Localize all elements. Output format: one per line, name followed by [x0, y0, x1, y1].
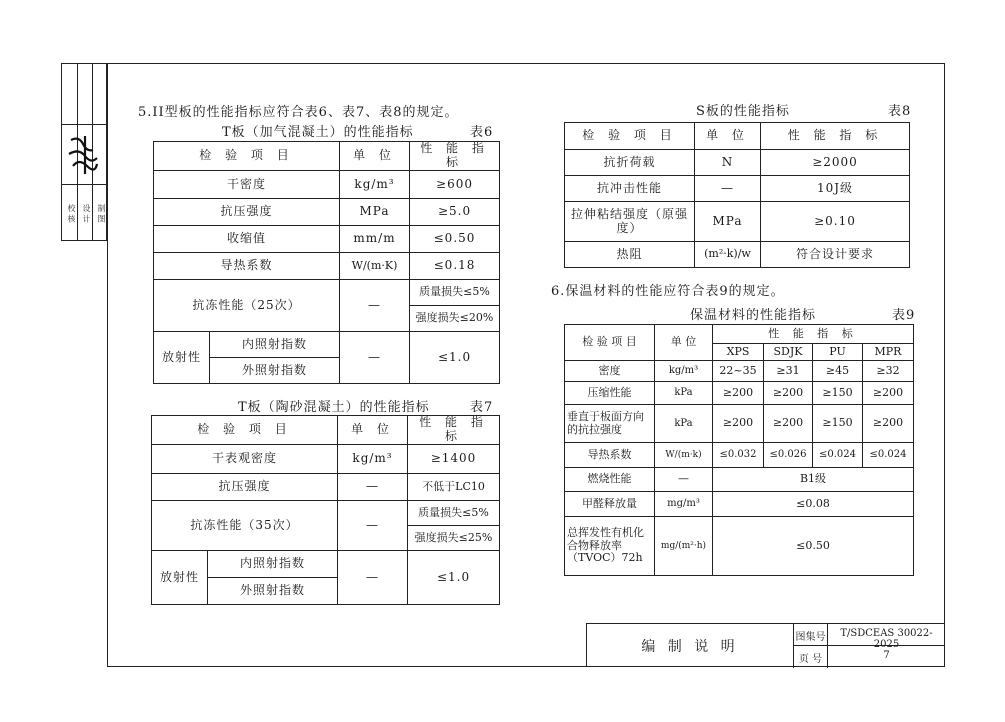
table-cell: 不低于LC10: [408, 474, 500, 501]
table-cell: ≥600: [410, 171, 500, 199]
table-cell: —: [338, 501, 408, 551]
table-cell: 垂直于板面方向的抗拉强度: [565, 405, 655, 443]
signature-strip: [61, 63, 107, 241]
table-cell: 导热系数: [565, 443, 655, 468]
table-cell: ≤0.024: [813, 443, 863, 468]
table7-header-item: 检 验 项 目: [152, 416, 338, 445]
table-cell: —: [338, 551, 408, 605]
table-cell: 燃烧性能: [565, 468, 655, 492]
page-label: 页 号: [798, 654, 823, 665]
table-cell: 外照射指数: [208, 578, 338, 605]
table-cell: ≤0.024: [863, 443, 914, 468]
table-cell: ≤0.08: [713, 492, 914, 517]
table8-header-item: 检 验 项 目: [565, 123, 695, 150]
table-cell: ≤0.18: [410, 253, 500, 280]
page-number: 7: [883, 650, 890, 661]
table7: [151, 415, 500, 605]
table-cell: 抗压强度: [154, 199, 340, 226]
atlas-value: T/SDCEAS 30022-2025: [840, 628, 933, 650]
table-cell: ≥31: [764, 361, 813, 382]
table9-col-pu: PU: [813, 344, 863, 361]
table-cell: 甲醛释放量: [565, 492, 655, 517]
signature-mark: [65, 132, 103, 178]
table-cell: ≥200: [863, 405, 914, 443]
table-cell: ≤0.026: [764, 443, 813, 468]
table-cell: kPa: [655, 382, 713, 405]
table-cell: 热阻: [565, 242, 695, 268]
table9-number: 表9: [892, 308, 916, 323]
table-cell: MPa: [695, 202, 761, 242]
table-cell: —: [655, 468, 713, 492]
table-cell: ≥200: [863, 382, 914, 405]
table-cell: 总挥发性有机化合物释放率（TVOC）72h: [565, 517, 655, 576]
table-cell: mm/m: [340, 226, 410, 253]
table-cell: 内照射指数: [210, 332, 340, 358]
table6-header-item: 检 验 项 目: [154, 142, 340, 171]
table7-title: T板（陶砂混凝土）的性能指标: [238, 400, 430, 415]
table-cell: ≥200: [713, 405, 764, 443]
table-cell: 内照射指数: [208, 551, 338, 578]
table9-header-perf: 性 能 指 标: [713, 325, 914, 344]
table6: [153, 141, 500, 384]
table-cell: ≤0.50: [713, 517, 914, 576]
table-cell: kg/m³: [655, 361, 713, 382]
sidebar-draw: 制 图: [97, 203, 106, 223]
intro-6: 6.保温材料的性能应符合表9的规定。: [551, 284, 785, 299]
table-cell: ≤1.0: [408, 551, 500, 605]
table-cell: 拉伸粘结强度（原强度）: [565, 202, 695, 242]
table-cell: 压缩性能: [565, 382, 655, 405]
table-cell: N: [695, 150, 761, 176]
table-cell: 10J级: [761, 176, 910, 202]
table-cell: ≥150: [813, 405, 863, 443]
table-cell: 收缩值: [154, 226, 340, 253]
table-cell: 导热系数: [154, 253, 340, 280]
table-cell: ≥0.10: [761, 202, 910, 242]
table8-number: 表8: [888, 104, 912, 119]
table9: [564, 324, 914, 576]
title-block-name: 编 制 说 明: [641, 639, 739, 655]
table-cell: 符合设计要求: [761, 242, 910, 268]
table6-title: T板（加气混凝土）的性能指标: [222, 125, 414, 140]
table-cell: mg/(m²·h): [655, 517, 713, 576]
table-cell: mg/m³: [655, 492, 713, 517]
table-cell: 抗冻性能（25次）: [154, 280, 340, 332]
table-cell: —: [338, 474, 408, 501]
table-cell: 抗冲击性能: [565, 176, 695, 202]
title-block: [586, 623, 945, 667]
table-cell: 质量损失≤5%: [408, 501, 500, 526]
table8-header-perf: 性 能 指 标: [761, 123, 910, 150]
table8-header-unit: 单 位: [695, 123, 761, 150]
table9-col-sdjk: SDJK: [764, 344, 813, 361]
table6-number: 表6: [470, 125, 494, 140]
table-cell: ≥5.0: [410, 199, 500, 226]
table9-title: 保温材料的性能指标: [690, 308, 817, 323]
table-cell: —: [340, 332, 410, 384]
table-cell: ≥1400: [408, 445, 500, 474]
table-cell: —: [695, 176, 761, 202]
table-cell: 外照射指数: [210, 358, 340, 384]
table-cell: kPa: [655, 405, 713, 443]
table9-col-mpr: MPR: [863, 344, 914, 361]
table-cell: (m²·k)/w: [695, 242, 761, 268]
table-cell: 抗折荷载: [565, 150, 695, 176]
table-cell: 放射性: [152, 551, 208, 605]
table-cell: 干密度: [154, 171, 340, 199]
table-cell: ≥200: [764, 382, 813, 405]
table-cell: 抗冻性能（35次）: [152, 501, 338, 551]
table-cell: 放射性: [154, 332, 210, 384]
table-cell: 强度损失≤20%: [410, 306, 500, 332]
intro-5: 5.II型板的性能指标应符合表6、表7、表8的规定。: [138, 105, 459, 120]
table-cell: MPa: [340, 199, 410, 226]
table8: [564, 122, 910, 268]
table-cell: ≤0.032: [713, 443, 764, 468]
table6-header-perf: 性 能 指 标: [410, 142, 500, 171]
table9-header-unit: 单 位: [655, 325, 713, 361]
atlas-label: 图集号: [795, 632, 826, 643]
table-cell: —: [340, 280, 410, 332]
sidebar-design: 设 计: [82, 203, 91, 223]
table-cell: 密度: [565, 361, 655, 382]
table-cell: 强度损失≤25%: [408, 526, 500, 551]
table9-header-item: 检 验 项 目: [565, 325, 655, 361]
table-cell: W/(m·K): [340, 253, 410, 280]
table-cell: ≥32: [863, 361, 914, 382]
table-cell: kg/m³: [338, 445, 408, 474]
sidebar-check: 校 核: [67, 203, 76, 223]
table7-number: 表7: [470, 400, 494, 415]
table8-title: S板的性能指标: [696, 104, 790, 119]
table-cell: ≥200: [713, 382, 764, 405]
table-cell: 干表观密度: [152, 445, 338, 474]
table-cell: 22~35: [713, 361, 764, 382]
table-cell: W/(m·k): [655, 443, 713, 468]
table-cell: ≥200: [764, 405, 813, 443]
table-cell: ≥2000: [761, 150, 910, 176]
table-cell: ≤0.50: [410, 226, 500, 253]
table-cell: 质量损失≤5%: [410, 280, 500, 306]
table9-col-xps: XPS: [713, 344, 764, 361]
table-cell: ≤1.0: [410, 332, 500, 384]
table6-header-unit: 单 位: [340, 142, 410, 171]
table-cell: ≥45: [813, 361, 863, 382]
table-cell: B1级: [713, 468, 914, 492]
table7-header-unit: 单 位: [338, 416, 408, 445]
table-cell: ≥150: [813, 382, 863, 405]
table-cell: kg/m³: [340, 171, 410, 199]
table7-header-perf: 性 能 指 标: [408, 416, 500, 445]
table-cell: 抗压强度: [152, 474, 338, 501]
